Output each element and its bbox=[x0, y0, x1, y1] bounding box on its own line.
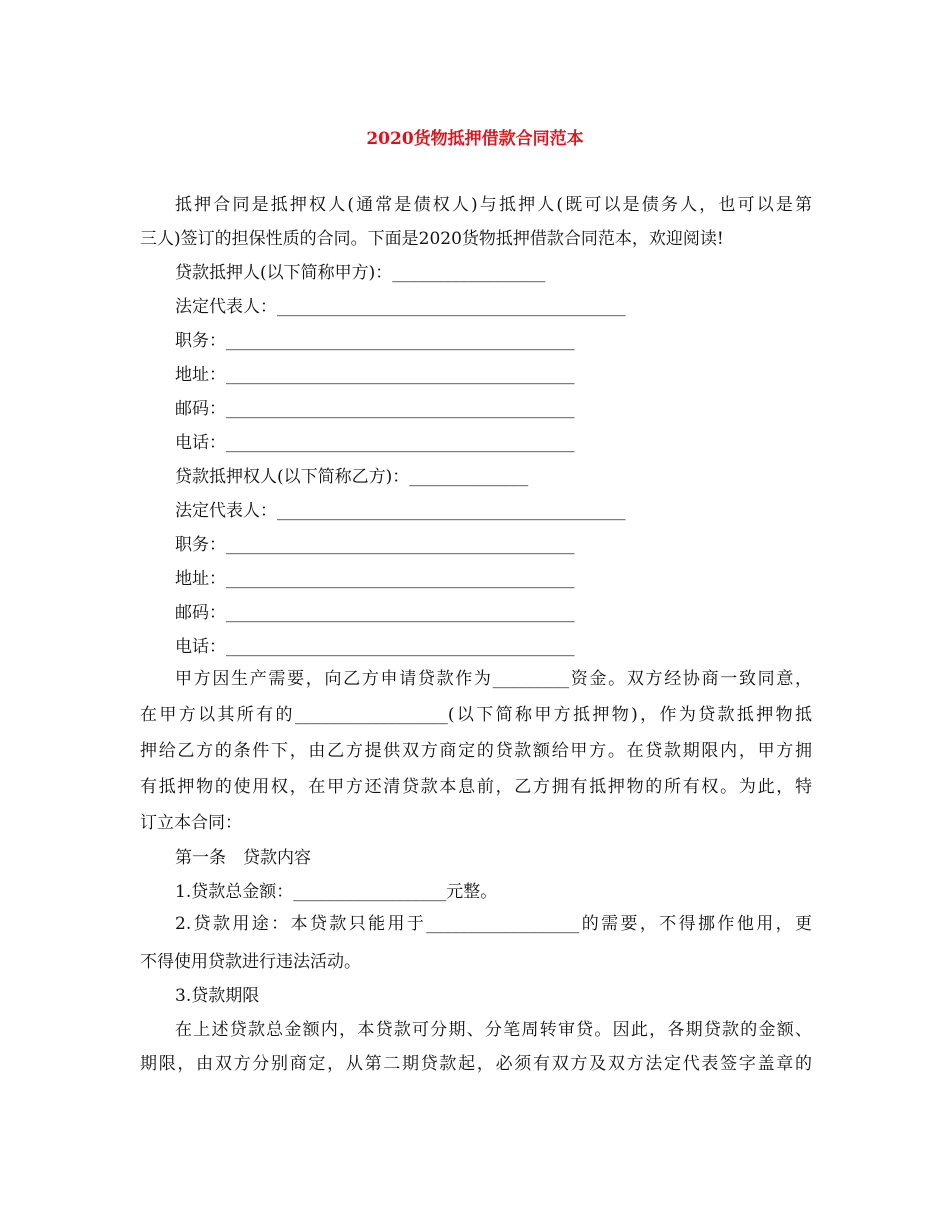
party-a-position: 职务：_________________________________________ bbox=[175, 331, 575, 351]
party-b-legal-rep: 法定代表人：_________________________________________ bbox=[175, 501, 626, 521]
body-paragraph-1-line-5: 订立本合同： bbox=[140, 813, 242, 833]
body-paragraph-2-line-2: 期限，由双方分别商定，从第二期贷款起，必须有双方及双方法定代表签字盖章的 bbox=[140, 1054, 812, 1074]
item-3-loan-term: 3.贷款期限 bbox=[175, 986, 260, 1006]
body-paragraph-1-line-3: 押给乙方的条件下，由乙方提供双方商定的贷款额给甲方。在贷款期限内，甲方拥 bbox=[140, 741, 812, 761]
party-b-postcode: 邮码：_________________________________________ bbox=[175, 603, 575, 623]
article-1-heading: 第一条 贷款内容 bbox=[175, 848, 311, 868]
party-a-postcode: 邮码：_________________________________________ bbox=[175, 399, 575, 419]
party-b-address: 地址：_________________________________________ bbox=[175, 569, 575, 589]
body-paragraph-1-line-1: 甲方因生产需要，向乙方申请贷款作为_________资金。双方经协商一致同意， bbox=[175, 669, 812, 689]
party-a-heading: 贷款抵押人(以下简称甲方)：__________________ bbox=[175, 263, 546, 283]
item-2-line-2: 不得使用贷款进行违法活动。 bbox=[140, 952, 361, 972]
body-paragraph-1-line-4: 有抵押物的使用权，在甲方还清贷款本息前，乙方拥有抵押物的所有权。为此，特 bbox=[140, 777, 812, 797]
item-1-total-amount: 1.贷款总金额：__________________元整。 bbox=[175, 882, 498, 902]
body-paragraph-1-line-2: 在甲方以其所有的__________________(以下简称甲方抵押物)，作为贷款抵押物抵 bbox=[140, 705, 812, 725]
intro-line-1: 抵押合同是抵押权人(通常是债权人)与抵押人(既可以是债务人，也可以是第 bbox=[175, 195, 812, 215]
party-b-phone: 电话：_________________________________________ bbox=[175, 637, 575, 657]
party-a-address: 地址：_________________________________________ bbox=[175, 365, 575, 385]
party-b-heading: 贷款抵押权人(以下简称乙方)：______________ bbox=[175, 467, 529, 487]
item-2-line-1: 2.贷款用途：本贷款只能用于__________________的需要，不得挪作他用，更 bbox=[175, 914, 812, 934]
party-a-legal-rep: 法定代表人：_________________________________________ bbox=[175, 297, 626, 317]
document-title: 2020货物抵押借款合同范本 bbox=[366, 129, 584, 149]
intro-line-2: 三人)签订的担保性质的合同。下面是2020货物抵押借款合同范本，欢迎阅读! bbox=[140, 229, 724, 249]
party-b-position: 职务：_________________________________________ bbox=[175, 535, 575, 555]
party-a-phone: 电话：_________________________________________ bbox=[175, 433, 575, 453]
body-paragraph-2-line-1: 在上述贷款总金额内，本贷款可分期、分笔周转审贷。因此，各期贷款的金额、 bbox=[175, 1020, 812, 1040]
